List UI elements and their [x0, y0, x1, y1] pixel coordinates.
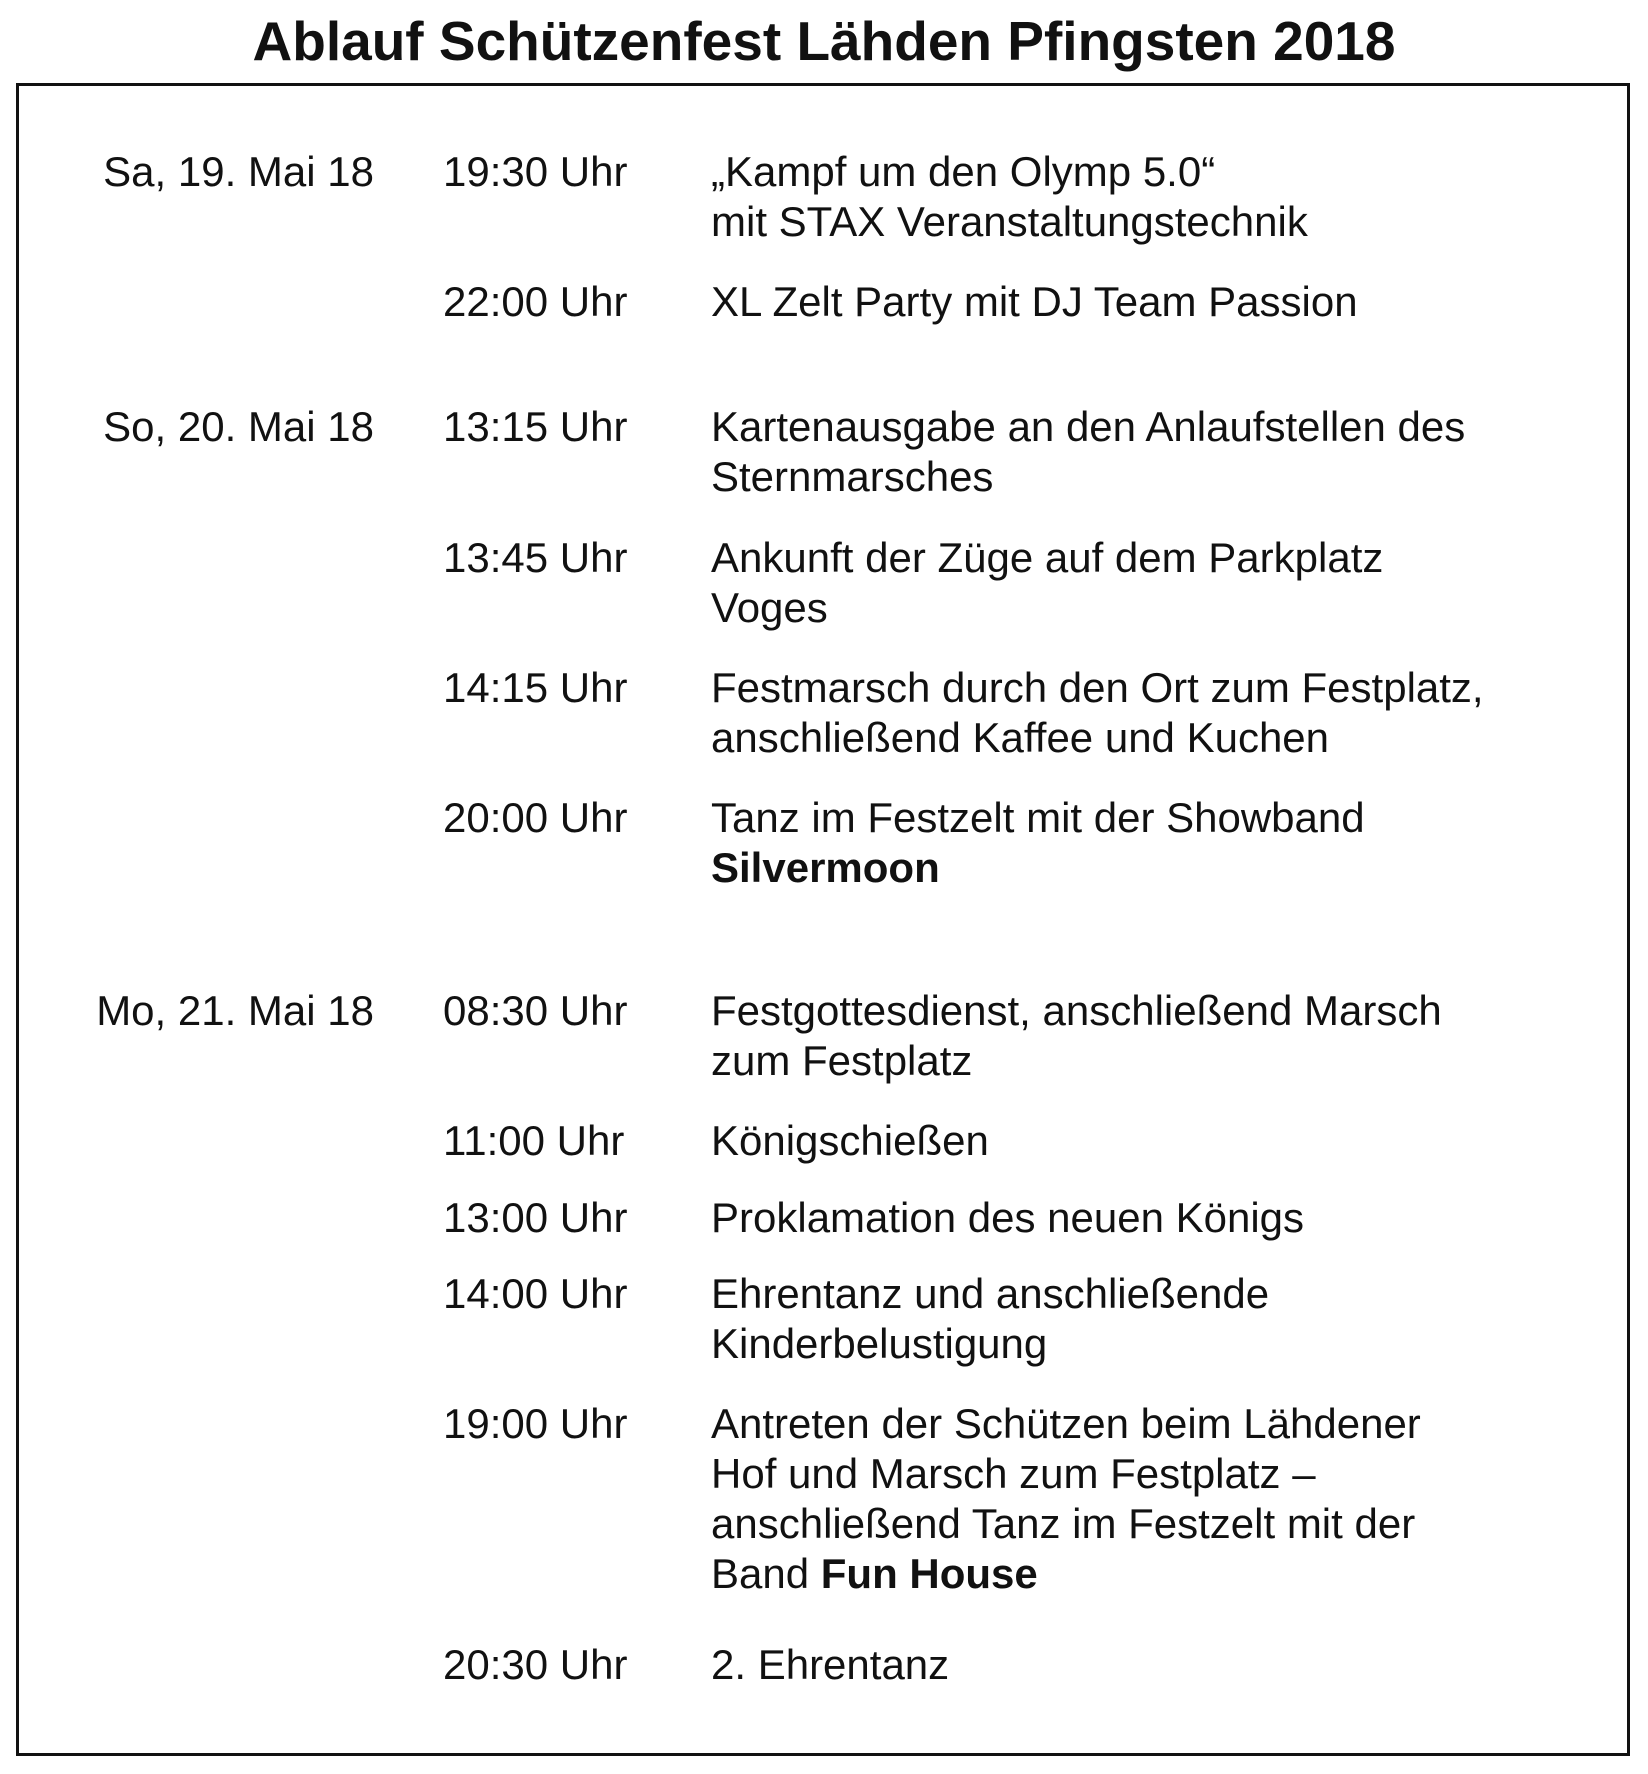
page-title: Ablauf Schützenfest Lähden Pfingsten 2018 — [252, 10, 1396, 72]
day-date: So, 20. Mai 18 — [103, 403, 374, 450]
day-date: Mo, 21. Mai 18 — [96, 987, 374, 1034]
event-description: Antreten der Schützen beim Lähdener Hof und Marsch zum Festplatz – anschließend Tanz im Festzelt mit der Band Fun House — [711, 1400, 1421, 1597]
event-time: 20:00 Uhr — [443, 794, 628, 841]
event-description: Kartenausgabe an den Anlaufstellen des Sternmarsches — [711, 403, 1466, 500]
event-description: 2. Ehrentanz — [711, 1641, 950, 1688]
event-description: Königschießen — [711, 1117, 989, 1164]
event-time: 20:30 Uhr — [443, 1641, 628, 1688]
event-description: XL Zelt Party mit DJ Team Passion — [711, 278, 1358, 325]
event-time: 22:00 Uhr — [443, 278, 628, 325]
event-time: 19:00 Uhr — [443, 1400, 628, 1447]
band-name: Silvermoon — [711, 844, 940, 891]
day-date: Sa, 19. Mai 18 — [103, 148, 374, 195]
event-time: 11:00 Uhr — [443, 1117, 625, 1164]
event-time: 19:30 Uhr — [443, 148, 628, 195]
event-description: Tanz im Festzelt mit der Showband Silvermoon — [711, 794, 1365, 891]
event-time: 13:45 Uhr — [443, 534, 628, 581]
event-time: 14:00 Uhr — [443, 1270, 628, 1317]
event-description: Ehrentanz und anschließende Kinderbelustigung — [711, 1270, 1270, 1367]
event-time: 13:15 Uhr — [443, 403, 628, 450]
event-time: 08:30 Uhr — [443, 987, 628, 1034]
event-time: 14:15 Uhr — [443, 664, 628, 711]
band-name: Fun House — [820, 1550, 1038, 1597]
event-time: 13:00 Uhr — [443, 1194, 628, 1241]
event-description: Festgottesdienst, anschließend Marsch zum Festplatz — [711, 987, 1442, 1084]
event-description: „Kampf um den Olymp 5.0“ mit STAX Veranstaltungstechnik — [711, 148, 1308, 245]
event-description: Proklamation des neuen Königs — [711, 1194, 1305, 1241]
event-description: Ankunft der Züge auf dem Parkplatz Voges — [711, 534, 1384, 631]
event-description: Festmarsch durch den Ort zum Festplatz, anschließend Kaffee und Kuchen — [711, 664, 1484, 761]
